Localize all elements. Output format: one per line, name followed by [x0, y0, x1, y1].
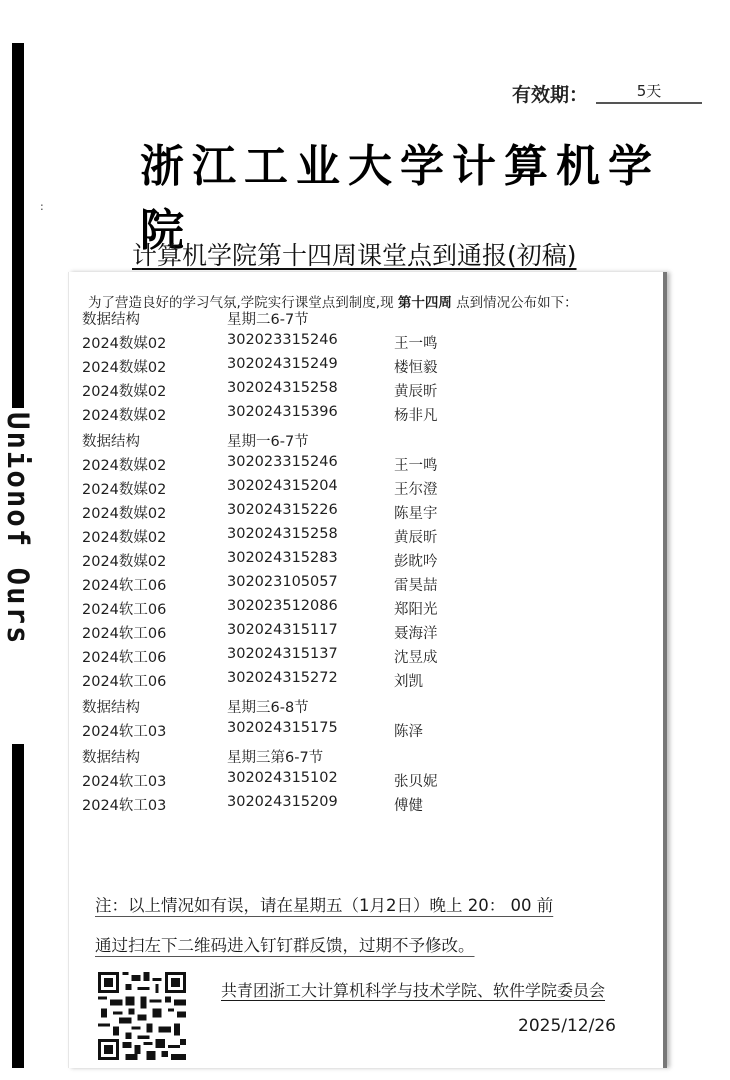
student-name-cell: 王一鸣	[394, 336, 438, 352]
validity-value: 5天	[596, 80, 702, 104]
student-name-cell: 聂海洋	[394, 626, 438, 642]
notice-title: 计算机学院第十四周课堂点到通报(初稿)	[132, 241, 577, 270]
class-cell: 2024软工03	[82, 724, 167, 740]
student-id-cell: 302023315246	[227, 332, 338, 348]
class-cell: 2024数媒02	[82, 482, 167, 498]
student-id-cell: 302024315226	[227, 502, 338, 518]
student-name-cell: 刘凯	[394, 674, 423, 690]
student-id-cell: 302024315137	[227, 646, 338, 662]
student-name-cell: 彭眈吟	[394, 554, 438, 570]
course-name: 数据结构	[82, 750, 140, 766]
left-black-bar-bottom	[12, 744, 24, 1068]
student-id-cell: 302024315175	[227, 720, 338, 736]
student-id-cell: 302023512086	[227, 598, 338, 614]
intro-paragraph	[88, 291, 578, 311]
student-name-cell: 楼恒毅	[394, 360, 438, 376]
class-cell: 2024数媒02	[82, 554, 167, 570]
class-cell: 2024数媒02	[82, 384, 167, 400]
class-time: 星期三第6-7节	[227, 750, 324, 766]
student-id-cell: 302024315102	[227, 770, 338, 786]
class-cell: 2024软工06	[82, 602, 167, 618]
class-cell: 2024数媒02	[82, 458, 167, 474]
student-name-cell: 雷昊喆	[394, 578, 438, 594]
class-cell: 2024数媒02	[82, 530, 167, 546]
class-cell: 2024数媒02	[82, 336, 167, 352]
student-name-cell: 王尔澄	[394, 482, 438, 498]
course-name: 数据结构	[82, 700, 140, 716]
stray-mark: :	[40, 200, 44, 213]
class-cell: 2024数媒02	[82, 360, 167, 376]
student-name-cell: 陈星宇	[394, 506, 438, 522]
class-cell: 2024软工06	[82, 650, 167, 666]
class-cell: 2024软工03	[82, 798, 167, 814]
student-id-cell: 302024315117	[227, 622, 338, 638]
student-id-cell: 302024315204	[227, 478, 338, 494]
class-cell: 2024软工06	[82, 626, 167, 642]
issuing-organization: 共青团浙工大计算机科学与技术学院、软件学院委员会	[221, 981, 606, 1000]
student-name-cell: 黄辰昕	[394, 384, 438, 400]
student-id-cell: 302023105057	[227, 574, 338, 590]
student-id-cell: 302024315258	[227, 380, 338, 396]
student-name-cell: 杨非凡	[394, 408, 438, 424]
student-id-cell: 302024315258	[227, 526, 338, 542]
student-id-cell: 302024315209	[227, 794, 338, 810]
side-banner-text: Unionof Ours	[1, 412, 35, 646]
student-name-cell: 黄辰昕	[394, 530, 438, 546]
college-title: 浙江工业大学计算机学院	[140, 141, 660, 256]
intro-week: 第十四周	[397, 295, 452, 311]
class-cell: 2024数媒02	[82, 408, 167, 424]
student-name-cell: 沈昱成	[394, 650, 438, 666]
student-id-cell: 302024315249	[227, 356, 338, 372]
student-id-cell: 302024315272	[227, 670, 338, 686]
student-name-cell: 傅健	[394, 798, 423, 814]
class-cell: 2024数媒02	[82, 506, 167, 522]
student-id-cell: 302023315246	[227, 454, 338, 470]
intro-prefix: 为了营造良好的学习气氛,学院实行课堂点到制度,现	[88, 295, 398, 311]
note-line-2: 通过扫左下二维码进入钉钉群反馈，过期不予修改。	[95, 936, 475, 955]
qr-code-icon[interactable]	[98, 972, 186, 1060]
class-cell: 2024软工03	[82, 774, 167, 790]
note-line-1: 注：以上情况如有误，请在星期五（1月2日）晚上 20： 00 前	[95, 896, 554, 915]
validity-label: 有效期：	[512, 84, 589, 106]
class-cell: 2024软工06	[82, 674, 167, 690]
class-time: 星期二6-7节	[227, 312, 309, 328]
student-name-cell: 张贝妮	[394, 774, 438, 790]
student-id-cell: 302024315283	[227, 550, 338, 566]
issue-date: 2025/12/26	[518, 1016, 616, 1036]
student-name-cell: 王一鸣	[394, 458, 438, 474]
class-time: 星期一6-7节	[227, 434, 309, 450]
class-cell: 2024软工06	[82, 578, 167, 594]
left-black-bar-top	[12, 43, 24, 408]
student-id-cell: 302024315396	[227, 404, 338, 420]
course-name: 数据结构	[82, 434, 140, 450]
class-time: 星期三6-8节	[227, 700, 309, 716]
student-name-cell: 郑阳光	[394, 602, 438, 618]
intro-suffix: 点到情况公布如下：	[451, 295, 578, 311]
student-name-cell: 陈泽	[394, 724, 423, 740]
course-name: 数据结构	[82, 312, 140, 328]
